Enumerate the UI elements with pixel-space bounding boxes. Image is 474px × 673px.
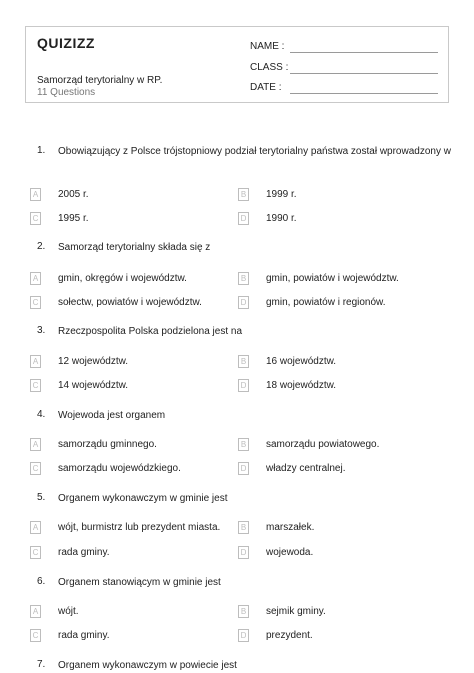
option-letter: B	[238, 188, 249, 201]
option-letter: D	[238, 462, 249, 475]
option-letter: A	[30, 355, 41, 368]
question-text: Samorząd terytorialny składa się z	[58, 242, 211, 253]
option-text: 1999 r.	[266, 189, 297, 200]
option-text: 12 województw.	[58, 356, 129, 367]
option-letter: D	[238, 629, 249, 642]
option-letter: C	[30, 546, 41, 559]
name-label: NAME :	[250, 41, 285, 52]
option-letter: B	[238, 272, 249, 285]
option-text: samorządu gminnego.	[58, 439, 157, 450]
option-letter: A	[30, 605, 41, 618]
option-letter: D	[238, 212, 249, 225]
option-text: gmin, powiatów i regionów.	[266, 297, 386, 308]
name-line	[290, 52, 438, 53]
option-text: wojewoda.	[266, 547, 314, 558]
class-label: CLASS :	[250, 62, 289, 73]
option-letter: D	[238, 379, 249, 392]
question-text: Organem wykonawczym w powiecie jest	[58, 660, 237, 671]
option-letter: C	[30, 296, 41, 309]
question-text: Organem wykonawczym w gminie jest	[58, 493, 228, 504]
option-text: gmin, powiatów i województw.	[266, 273, 399, 284]
option-letter: C	[30, 462, 41, 475]
option-text: samorządu wojewódzkiego.	[58, 463, 181, 474]
option-text: 1995 r.	[58, 213, 89, 224]
option-text: wójt.	[58, 606, 79, 617]
question-number: 3.	[37, 325, 46, 336]
option-letter: C	[30, 212, 41, 225]
option-text: samorządu powiatowego.	[266, 439, 380, 450]
option-letter: B	[238, 438, 249, 451]
option-text: prezydent.	[266, 630, 313, 641]
option-letter: A	[30, 521, 41, 534]
option-text: 18 województw.	[266, 380, 337, 391]
option-letter: B	[238, 355, 249, 368]
option-text: 16 województw.	[266, 356, 337, 367]
option-text: władzy centralnej.	[266, 463, 346, 474]
worksheet-title: Samorząd terytorialny w RP.	[37, 75, 163, 86]
question-text: Organem stanowiącym w gminie jest	[58, 577, 221, 588]
question-text: Obowiązujący z Polsce trójstopniowy podział terytorialny państwa został wprowadzony w	[58, 146, 451, 157]
option-letter: C	[30, 629, 41, 642]
question-number: 2.	[37, 241, 46, 252]
option-text: sejmik gminy.	[266, 606, 326, 617]
option-text: 2005 r.	[58, 189, 89, 200]
option-text: gmin, okręgów i województw.	[58, 273, 187, 284]
option-letter: B	[238, 605, 249, 618]
option-text: rada gminy.	[58, 630, 110, 641]
question-number: 6.	[37, 576, 46, 587]
option-letter: A	[30, 272, 41, 285]
option-text: sołectw, powiatów i województw.	[58, 297, 202, 308]
option-letter: D	[238, 296, 249, 309]
option-text: marszałek.	[266, 522, 315, 533]
option-letter: C	[30, 379, 41, 392]
option-text: 14 województw.	[58, 380, 129, 391]
option-letter: A	[30, 188, 41, 201]
question-text: Rzeczpospolita Polska podzielona jest na	[58, 326, 242, 337]
option-text: wójt, burmistrz lub prezydent miasta.	[58, 522, 221, 533]
question-count: 11 Questions	[37, 87, 96, 98]
question-text: Wojewoda jest organem	[58, 410, 166, 421]
option-letter: A	[30, 438, 41, 451]
question-number: 7.	[37, 659, 46, 670]
option-letter: B	[238, 521, 249, 534]
question-number: 1.	[37, 145, 46, 156]
quizizz-logo: QUIZIZZ	[37, 35, 95, 51]
date-line	[290, 93, 438, 94]
option-letter: D	[238, 546, 249, 559]
option-text: 1990 r.	[266, 213, 297, 224]
option-text: rada gminy.	[58, 547, 110, 558]
question-number: 4.	[37, 409, 46, 420]
class-line	[290, 73, 438, 74]
question-number: 5.	[37, 492, 46, 503]
date-label: DATE :	[250, 82, 282, 93]
